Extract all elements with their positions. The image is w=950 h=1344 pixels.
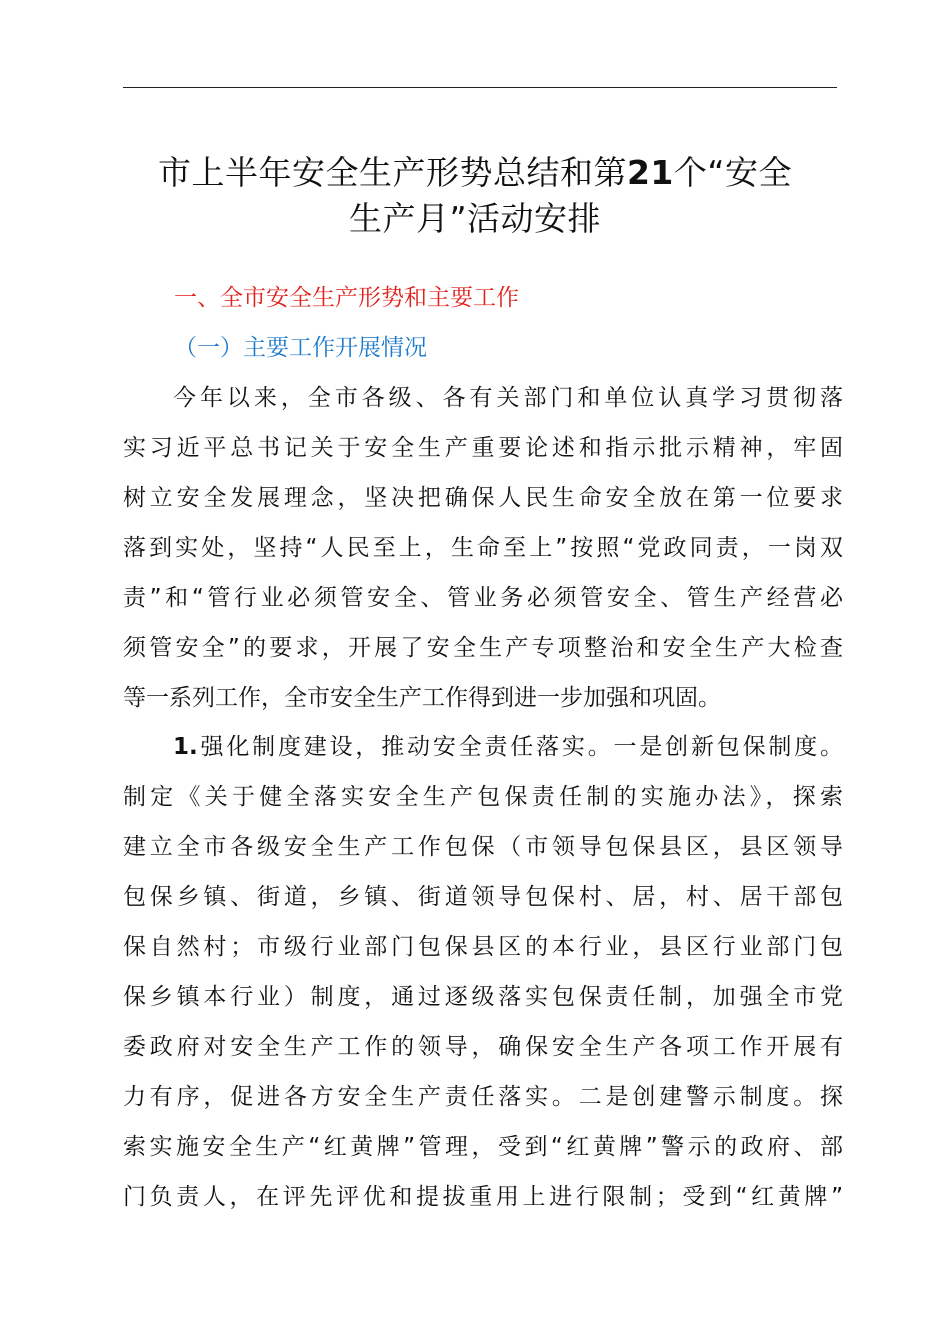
paragraph-line: 保自然村；市级行业部门包保县区的本行业，县区行业部门包 (123, 934, 843, 960)
section-heading-1: 一、全市安全生产形势和主要工作 (174, 285, 519, 311)
subsection-heading-1: （一）主要工作开展情况 (174, 335, 427, 361)
header-rule (123, 87, 837, 88)
document-title (100, 150, 850, 242)
title-line1-post: 个“安全 (673, 153, 793, 192)
paragraph-number: 1. (173, 734, 198, 760)
paragraph-line: 须管安全”的要求，开展了安全生产专项整治和安全生产大检查 (123, 635, 843, 661)
paragraph-line: 等一系列工作，全市安全生产工作得到进一步加强和巩固。 (123, 685, 721, 711)
paragraph-1 (123, 373, 843, 723)
paragraph-line: 制定《关于健全落实安全生产包保责任制的实施办法》，探索 (123, 784, 843, 810)
title-line2: 生产月”活动安排 (348, 199, 602, 238)
paragraph-line: 今年以来，全市各级、各有关部门和单位认真学习贯彻落 (173, 385, 843, 411)
paragraph-line: 落到实处，坚持“人民至上，生命至上”按照“党政同责，一岗双 (123, 535, 843, 561)
paragraph-line: 委政府对安全生产工作的领导，确保安全生产各项工作开展有 (123, 1034, 843, 1060)
paragraph-line: 责”和“管行业必须管安全、管业务必须管安全、管生产经营必 (123, 585, 843, 611)
paragraph-line: 门负责人，在评先评优和提拔重用上进行限制；受到“红黄牌” (123, 1184, 843, 1210)
paragraph-line: 索实施安全生产“红黄牌”管理，受到“红黄牌”警示的政府、部 (123, 1134, 843, 1160)
paragraph-line: 实习近平总书记关于安全生产重要论述和指示批示精神，牢固 (123, 435, 843, 461)
paragraph-line: 力有序，促进各方安全生产责任落实。二是创建警示制度。探 (123, 1084, 843, 1110)
paragraph-line: 保乡镇本行业）制度，通过逐级落实包保责任制，加强全市党 (123, 984, 843, 1010)
paragraph-2 (123, 722, 843, 1222)
title-line1-pre: 市上半年安全生产形势总结和第 (157, 153, 627, 192)
paragraph-line (123, 722, 843, 772)
title-number: 21 (626, 153, 674, 192)
paragraph-line: 树立安全发展理念，坚决把确保人民生命安全放在第一位要求 (123, 485, 843, 511)
paragraph-line-text: 强化制度建设，推动安全责任落实。一是创新包保制度。 (197, 734, 843, 760)
paragraph-line: 包保乡镇、街道，乡镇、街道领导包保村、居，村、居干部包 (123, 884, 843, 910)
paragraph-line: 建立全市各级安全生产工作包保（市领导包保县区，县区领导 (123, 834, 843, 860)
